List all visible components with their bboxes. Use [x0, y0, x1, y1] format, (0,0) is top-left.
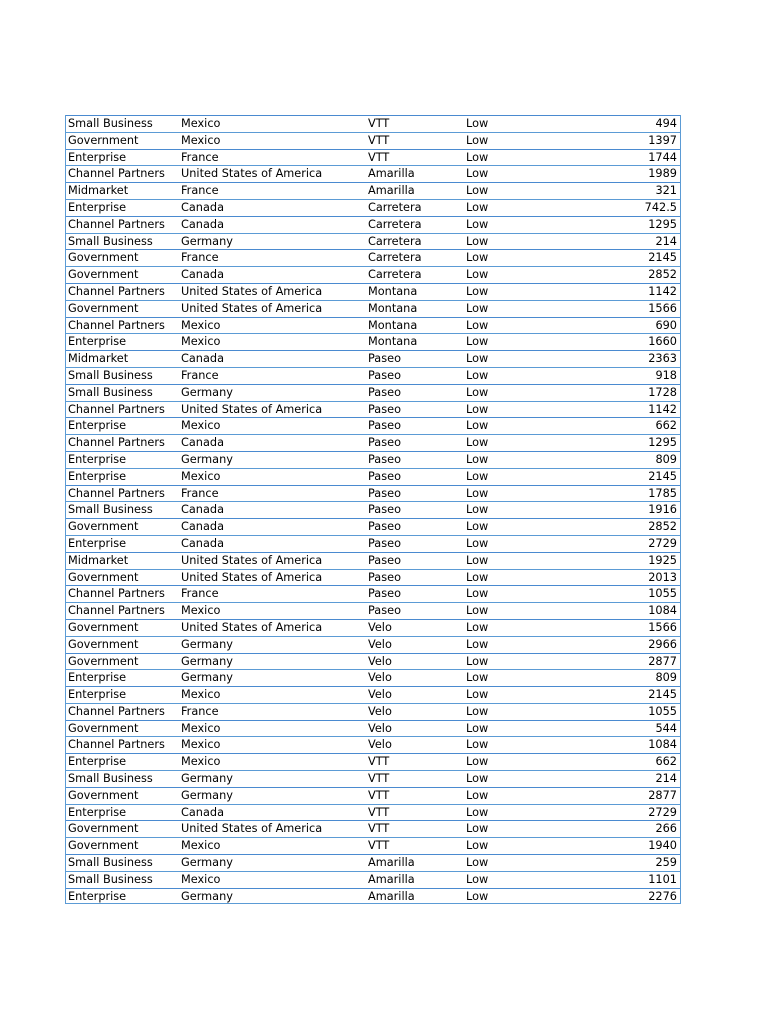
- units-cell[interactable]: 1142: [648, 402, 677, 416]
- discount-band-cell[interactable]: Low: [466, 200, 489, 214]
- segment-cell[interactable]: Enterprise: [68, 335, 127, 349]
- discount-band-cell[interactable]: Low: [466, 217, 489, 231]
- units-cell[interactable]: 2276: [648, 889, 677, 903]
- table-row[interactable]: [66, 115, 680, 132]
- units-cell[interactable]: 2729: [648, 536, 677, 550]
- segment-cell[interactable]: Channel Partners: [68, 604, 165, 618]
- segment-cell[interactable]: Government: [68, 251, 139, 265]
- discount-band-cell[interactable]: Low: [466, 385, 489, 399]
- country-cell[interactable]: Canada: [181, 268, 224, 282]
- table-row[interactable]: [66, 199, 680, 216]
- discount-band-cell[interactable]: Low: [466, 671, 489, 685]
- units-cell[interactable]: 2729: [648, 805, 677, 819]
- discount-band-cell[interactable]: Low: [466, 318, 489, 332]
- table-row[interactable]: [66, 552, 680, 569]
- discount-band-cell[interactable]: Low: [466, 486, 489, 500]
- units-cell[interactable]: 2145: [648, 251, 677, 265]
- units-cell[interactable]: 809: [655, 671, 677, 685]
- product-cell[interactable]: Paseo: [368, 486, 401, 500]
- country-cell[interactable]: United States of America: [181, 301, 323, 315]
- country-cell[interactable]: Germany: [181, 452, 233, 466]
- units-cell[interactable]: 1101: [648, 872, 677, 886]
- country-cell[interactable]: Germany: [181, 772, 233, 786]
- discount-band-cell[interactable]: Low: [466, 268, 489, 282]
- table-row[interactable]: [66, 820, 680, 837]
- segment-cell[interactable]: Government: [68, 570, 139, 584]
- country-cell[interactable]: Germany: [181, 856, 233, 870]
- table-row[interactable]: [66, 686, 680, 703]
- country-cell[interactable]: Germany: [181, 889, 233, 903]
- country-cell[interactable]: France: [181, 486, 219, 500]
- table-row[interactable]: [66, 165, 680, 182]
- table-row[interactable]: [66, 468, 680, 485]
- segment-cell[interactable]: Enterprise: [68, 755, 127, 769]
- segment-cell[interactable]: Government: [68, 822, 139, 836]
- discount-band-cell[interactable]: Low: [466, 469, 489, 483]
- country-cell[interactable]: Mexico: [181, 738, 221, 752]
- segment-cell[interactable]: Government: [68, 520, 139, 534]
- discount-band-cell[interactable]: Low: [466, 587, 489, 601]
- discount-band-cell[interactable]: Low: [466, 822, 489, 836]
- product-cell[interactable]: Velo: [368, 671, 392, 685]
- segment-cell[interactable]: Enterprise: [68, 688, 127, 702]
- product-cell[interactable]: Paseo: [368, 368, 401, 382]
- units-cell[interactable]: 1940: [648, 839, 677, 853]
- units-cell[interactable]: 1728: [648, 385, 677, 399]
- units-cell[interactable]: 321: [655, 184, 677, 198]
- units-cell[interactable]: 690: [655, 318, 677, 332]
- units-cell[interactable]: 662: [655, 755, 677, 769]
- units-cell[interactable]: 1295: [648, 436, 677, 450]
- table-row[interactable]: [66, 854, 680, 871]
- country-cell[interactable]: Mexico: [181, 755, 221, 769]
- units-cell[interactable]: 809: [655, 452, 677, 466]
- units-cell[interactable]: 1084: [648, 738, 677, 752]
- units-cell[interactable]: 1925: [648, 553, 677, 567]
- product-cell[interactable]: Amarilla: [368, 872, 415, 886]
- units-cell[interactable]: 2145: [648, 469, 677, 483]
- country-cell[interactable]: Mexico: [181, 872, 221, 886]
- segment-cell[interactable]: Enterprise: [68, 805, 127, 819]
- product-cell[interactable]: Velo: [368, 704, 392, 718]
- country-cell[interactable]: Germany: [181, 671, 233, 685]
- discount-band-cell[interactable]: Low: [466, 721, 489, 735]
- table-row[interactable]: [66, 770, 680, 787]
- table-row[interactable]: [66, 669, 680, 686]
- product-cell[interactable]: Amarilla: [368, 167, 415, 181]
- country-cell[interactable]: Mexico: [181, 335, 221, 349]
- units-cell[interactable]: 1084: [648, 604, 677, 618]
- units-cell[interactable]: 1785: [648, 486, 677, 500]
- discount-band-cell[interactable]: Low: [466, 503, 489, 517]
- segment-cell[interactable]: Small Business: [68, 234, 153, 248]
- units-cell[interactable]: 1660: [648, 335, 677, 349]
- product-cell[interactable]: Amarilla: [368, 856, 415, 870]
- units-cell[interactable]: 1989: [648, 167, 677, 181]
- discount-band-cell[interactable]: Low: [466, 368, 489, 382]
- units-cell[interactable]: 742.5: [644, 200, 677, 214]
- segment-cell[interactable]: Midmarket: [68, 553, 129, 567]
- segment-cell[interactable]: Channel Partners: [68, 704, 165, 718]
- table-row[interactable]: [66, 653, 680, 670]
- discount-band-cell[interactable]: Low: [466, 520, 489, 534]
- country-cell[interactable]: United States of America: [181, 553, 323, 567]
- table-row[interactable]: [66, 350, 680, 367]
- segment-cell[interactable]: Channel Partners: [68, 436, 165, 450]
- table-row[interactable]: [66, 401, 680, 418]
- table-row[interactable]: [66, 451, 680, 468]
- country-cell[interactable]: Mexico: [181, 604, 221, 618]
- units-cell[interactable]: 2877: [648, 654, 677, 668]
- units-cell[interactable]: 918: [655, 368, 677, 382]
- table-row[interactable]: [66, 804, 680, 821]
- discount-band-cell[interactable]: Low: [466, 856, 489, 870]
- table-row[interactable]: [66, 888, 680, 905]
- country-cell[interactable]: Germany: [181, 385, 233, 399]
- table-row[interactable]: [66, 703, 680, 720]
- table-row[interactable]: [66, 249, 680, 266]
- table-row[interactable]: [66, 367, 680, 384]
- product-cell[interactable]: Velo: [368, 738, 392, 752]
- country-cell[interactable]: France: [181, 150, 219, 164]
- table-row[interactable]: [66, 266, 680, 283]
- product-cell[interactable]: Amarilla: [368, 889, 415, 903]
- table-row[interactable]: [66, 182, 680, 199]
- table-row[interactable]: [66, 417, 680, 434]
- discount-band-cell[interactable]: Low: [466, 335, 489, 349]
- country-cell[interactable]: Mexico: [181, 133, 221, 147]
- discount-band-cell[interactable]: Low: [466, 402, 489, 416]
- discount-band-cell[interactable]: Low: [466, 452, 489, 466]
- country-cell[interactable]: France: [181, 251, 219, 265]
- segment-cell[interactable]: Channel Partners: [68, 402, 165, 416]
- units-cell[interactable]: 1142: [648, 284, 677, 298]
- table-row[interactable]: [66, 132, 680, 149]
- discount-band-cell[interactable]: Low: [466, 620, 489, 634]
- table-body: [66, 115, 680, 904]
- product-cell[interactable]: VTT: [368, 839, 390, 853]
- country-cell[interactable]: Mexico: [181, 318, 221, 332]
- discount-band-cell[interactable]: Low: [466, 301, 489, 315]
- product-cell[interactable]: Velo: [368, 721, 392, 735]
- country-cell[interactable]: United States of America: [181, 822, 323, 836]
- table-row[interactable]: [66, 518, 680, 535]
- table-row[interactable]: [66, 720, 680, 737]
- product-cell[interactable]: Amarilla: [368, 184, 415, 198]
- product-cell[interactable]: Carretera: [368, 234, 422, 248]
- country-cell[interactable]: Mexico: [181, 839, 221, 853]
- discount-band-cell[interactable]: Low: [466, 839, 489, 853]
- table-row[interactable]: [66, 384, 680, 401]
- units-cell[interactable]: 1566: [648, 301, 677, 315]
- product-cell[interactable]: Montana: [368, 284, 418, 298]
- country-cell[interactable]: France: [181, 587, 219, 601]
- table-row[interactable]: [66, 485, 680, 502]
- country-cell[interactable]: Canada: [181, 805, 224, 819]
- product-cell[interactable]: Carretera: [368, 217, 422, 231]
- segment-cell[interactable]: Government: [68, 721, 139, 735]
- units-cell[interactable]: 1916: [648, 503, 677, 517]
- country-cell[interactable]: France: [181, 184, 219, 198]
- discount-band-cell[interactable]: Low: [466, 436, 489, 450]
- segment-cell[interactable]: Channel Partners: [68, 167, 165, 181]
- product-cell[interactable]: VTT: [368, 822, 390, 836]
- country-cell[interactable]: United States of America: [181, 402, 323, 416]
- discount-band-cell[interactable]: Low: [466, 738, 489, 752]
- product-cell[interactable]: Carretera: [368, 251, 422, 265]
- segment-cell[interactable]: Government: [68, 301, 139, 315]
- product-cell[interactable]: Velo: [368, 688, 392, 702]
- country-cell[interactable]: Mexico: [181, 419, 221, 433]
- table-row[interactable]: [66, 753, 680, 770]
- table-row[interactable]: [66, 569, 680, 586]
- units-cell[interactable]: 266: [655, 822, 677, 836]
- table-row[interactable]: [66, 434, 680, 451]
- product-cell[interactable]: VTT: [368, 755, 390, 769]
- segment-cell[interactable]: Small Business: [68, 368, 153, 382]
- discount-band-cell[interactable]: Low: [466, 184, 489, 198]
- segment-cell[interactable]: Small Business: [68, 385, 153, 399]
- product-cell[interactable]: Paseo: [368, 352, 401, 366]
- country-cell[interactable]: Germany: [181, 788, 233, 802]
- product-cell[interactable]: VTT: [368, 133, 390, 147]
- units-cell[interactable]: 214: [655, 234, 677, 248]
- country-cell[interactable]: Mexico: [181, 721, 221, 735]
- table-row[interactable]: [66, 300, 680, 317]
- segment-cell[interactable]: Enterprise: [68, 536, 127, 550]
- segment-cell[interactable]: Channel Partners: [68, 217, 165, 231]
- discount-band-cell[interactable]: Low: [466, 419, 489, 433]
- product-cell[interactable]: Paseo: [368, 436, 401, 450]
- units-cell[interactable]: 544: [655, 721, 677, 735]
- discount-band-cell[interactable]: Low: [466, 637, 489, 651]
- segment-cell[interactable]: Channel Partners: [68, 486, 165, 500]
- country-cell[interactable]: Canada: [181, 436, 224, 450]
- product-cell[interactable]: Paseo: [368, 419, 401, 433]
- segment-cell[interactable]: Enterprise: [68, 200, 127, 214]
- country-cell[interactable]: United States of America: [181, 167, 323, 181]
- product-cell[interactable]: Velo: [368, 620, 392, 634]
- discount-band-cell[interactable]: Low: [466, 805, 489, 819]
- product-cell[interactable]: VTT: [368, 117, 390, 130]
- table-row[interactable]: [66, 736, 680, 753]
- table-row[interactable]: [66, 317, 680, 334]
- country-cell[interactable]: Canada: [181, 503, 224, 517]
- country-cell[interactable]: Mexico: [181, 469, 221, 483]
- discount-band-cell[interactable]: Low: [466, 755, 489, 769]
- country-cell[interactable]: France: [181, 368, 219, 382]
- units-cell[interactable]: 2877: [648, 788, 677, 802]
- product-cell[interactable]: Paseo: [368, 570, 401, 584]
- segment-cell[interactable]: Enterprise: [68, 469, 127, 483]
- discount-band-cell[interactable]: Low: [466, 553, 489, 567]
- table-row[interactable]: [66, 871, 680, 888]
- product-cell[interactable]: Carretera: [368, 268, 422, 282]
- segment-cell[interactable]: Small Business: [68, 503, 153, 517]
- country-cell[interactable]: Canada: [181, 217, 224, 231]
- country-cell[interactable]: Canada: [181, 352, 224, 366]
- segment-cell[interactable]: Government: [68, 839, 139, 853]
- units-cell[interactable]: 494: [655, 117, 677, 130]
- country-cell[interactable]: Germany: [181, 654, 233, 668]
- units-cell[interactable]: 1295: [648, 217, 677, 231]
- discount-band-cell[interactable]: Low: [466, 352, 489, 366]
- discount-band-cell[interactable]: Low: [466, 872, 489, 886]
- discount-band-cell[interactable]: Low: [466, 251, 489, 265]
- product-cell[interactable]: Montana: [368, 335, 418, 349]
- discount-band-cell[interactable]: Low: [466, 167, 489, 181]
- segment-cell[interactable]: Government: [68, 268, 139, 282]
- units-cell[interactable]: 1055: [648, 704, 677, 718]
- discount-band-cell[interactable]: Low: [466, 133, 489, 147]
- units-cell[interactable]: 2145: [648, 688, 677, 702]
- country-cell[interactable]: Mexico: [181, 117, 221, 130]
- units-cell[interactable]: 1055: [648, 587, 677, 601]
- discount-band-cell[interactable]: Low: [466, 536, 489, 550]
- country-cell[interactable]: Germany: [181, 234, 233, 248]
- discount-band-cell[interactable]: Low: [466, 117, 489, 130]
- product-cell[interactable]: Montana: [368, 301, 418, 315]
- segment-cell[interactable]: Channel Partners: [68, 587, 165, 601]
- units-cell[interactable]: 2013: [648, 570, 677, 584]
- product-cell[interactable]: Carretera: [368, 200, 422, 214]
- product-cell[interactable]: Paseo: [368, 520, 401, 534]
- product-cell[interactable]: Paseo: [368, 503, 401, 517]
- product-cell[interactable]: Paseo: [368, 604, 401, 618]
- segment-cell[interactable]: Government: [68, 788, 139, 802]
- units-cell[interactable]: 1566: [648, 620, 677, 634]
- country-cell[interactable]: Mexico: [181, 688, 221, 702]
- segment-cell[interactable]: Small Business: [68, 872, 153, 886]
- units-cell[interactable]: 259: [655, 856, 677, 870]
- units-cell[interactable]: 2363: [648, 352, 677, 366]
- segment-cell[interactable]: Small Business: [68, 856, 153, 870]
- discount-band-cell[interactable]: Low: [466, 604, 489, 618]
- product-cell[interactable]: Paseo: [368, 553, 401, 567]
- segment-cell[interactable]: Enterprise: [68, 671, 127, 685]
- units-cell[interactable]: 662: [655, 419, 677, 433]
- table-row[interactable]: [66, 149, 680, 166]
- segment-cell[interactable]: Enterprise: [68, 150, 127, 164]
- segment-cell[interactable]: Government: [68, 654, 139, 668]
- segment-cell[interactable]: Government: [68, 133, 139, 147]
- segment-cell[interactable]: Channel Partners: [68, 738, 165, 752]
- discount-band-cell[interactable]: Low: [466, 150, 489, 164]
- country-cell[interactable]: Germany: [181, 637, 233, 651]
- product-cell[interactable]: Paseo: [368, 587, 401, 601]
- table-row[interactable]: [66, 585, 680, 602]
- country-cell[interactable]: Canada: [181, 520, 224, 534]
- discount-band-cell[interactable]: Low: [466, 772, 489, 786]
- product-cell[interactable]: Velo: [368, 637, 392, 651]
- product-cell[interactable]: VTT: [368, 772, 390, 786]
- product-cell[interactable]: Paseo: [368, 452, 401, 466]
- table-row[interactable]: [66, 283, 680, 300]
- country-cell[interactable]: United States of America: [181, 284, 323, 298]
- discount-band-cell[interactable]: Low: [466, 788, 489, 802]
- units-cell[interactable]: 2966: [648, 637, 677, 651]
- discount-band-cell[interactable]: Low: [466, 688, 489, 702]
- segment-cell[interactable]: Enterprise: [68, 452, 127, 466]
- units-cell[interactable]: 1744: [648, 150, 677, 164]
- discount-band-cell[interactable]: Low: [466, 654, 489, 668]
- discount-band-cell[interactable]: Low: [466, 704, 489, 718]
- table-row[interactable]: [66, 535, 680, 552]
- segment-cell[interactable]: Small Business: [68, 117, 153, 130]
- table-row[interactable]: [66, 501, 680, 518]
- table-row[interactable]: [66, 619, 680, 636]
- segment-cell[interactable]: Government: [68, 637, 139, 651]
- product-cell[interactable]: Paseo: [368, 536, 401, 550]
- discount-band-cell[interactable]: Low: [466, 234, 489, 248]
- units-cell[interactable]: 2852: [648, 268, 677, 282]
- segment-cell[interactable]: Midmarket: [68, 352, 129, 366]
- table-row[interactable]: [66, 837, 680, 854]
- discount-band-cell[interactable]: Low: [466, 570, 489, 584]
- product-cell[interactable]: Montana: [368, 318, 418, 332]
- discount-band-cell[interactable]: Low: [466, 284, 489, 298]
- product-cell[interactable]: VTT: [368, 788, 390, 802]
- segment-cell[interactable]: Channel Partners: [68, 318, 165, 332]
- table-row[interactable]: [66, 333, 680, 350]
- country-cell[interactable]: France: [181, 704, 219, 718]
- country-cell[interactable]: United States of America: [181, 620, 323, 634]
- country-cell[interactable]: United States of America: [181, 570, 323, 584]
- product-cell[interactable]: VTT: [368, 150, 390, 164]
- segment-cell[interactable]: Midmarket: [68, 184, 129, 198]
- table-row[interactable]: [66, 636, 680, 653]
- product-cell[interactable]: VTT: [368, 805, 390, 819]
- table-row[interactable]: [66, 602, 680, 619]
- segment-cell[interactable]: Enterprise: [68, 419, 127, 433]
- table-row[interactable]: [66, 787, 680, 804]
- product-cell[interactable]: Paseo: [368, 385, 401, 399]
- product-cell[interactable]: Paseo: [368, 469, 401, 483]
- units-cell[interactable]: 1397: [648, 133, 677, 147]
- product-cell[interactable]: Velo: [368, 654, 392, 668]
- segment-cell[interactable]: Enterprise: [68, 889, 127, 903]
- discount-band-cell[interactable]: Low: [466, 889, 489, 903]
- units-cell[interactable]: 214: [655, 772, 677, 786]
- segment-cell[interactable]: Small Business: [68, 772, 153, 786]
- table-row[interactable]: [66, 233, 680, 250]
- country-cell[interactable]: Canada: [181, 536, 224, 550]
- product-cell[interactable]: Paseo: [368, 402, 401, 416]
- segment-cell[interactable]: Channel Partners: [68, 284, 165, 298]
- country-cell[interactable]: Canada: [181, 200, 224, 214]
- segment-cell[interactable]: Government: [68, 620, 139, 634]
- table-row[interactable]: [66, 216, 680, 233]
- spreadsheet-table: [65, 115, 681, 904]
- units-cell[interactable]: 2852: [648, 520, 677, 534]
